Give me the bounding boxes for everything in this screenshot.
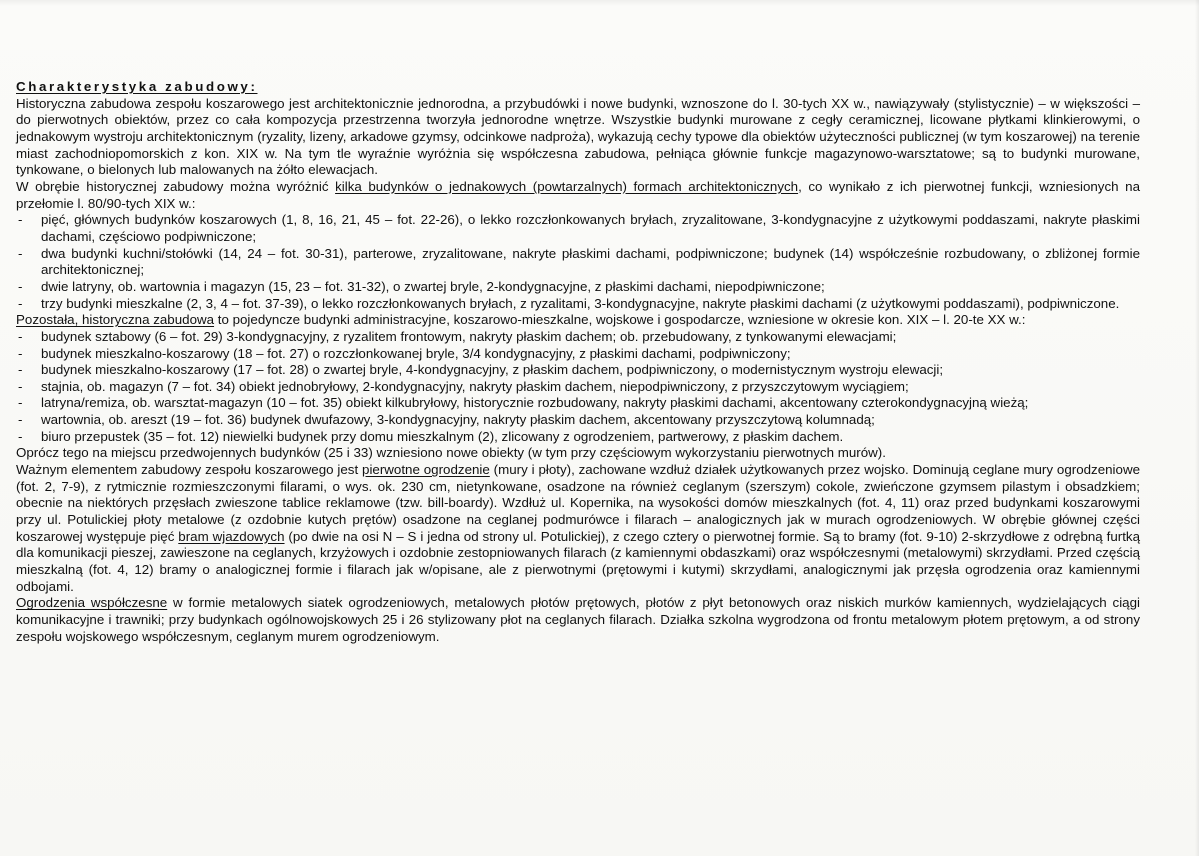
list-item <box>16 329 1140 346</box>
intro-paragraph: Historyczna zabudowa zespołu koszarowego jest architektonicznie jednorodna, a przybudówki i nowe budynki, wznoszone do l. 30-tych XX w., nawiązywały (stylistycznie) – w większości – do pierwotnych obiektów, przez co cała kompozycja przestrzenna tworzyła jednorodne wnętrze. Wszystkie budynki murowane z cegły ceramicznej, licowane płytkami klinkierowymi, o jednakowym wystroju architektonicznym (ryzality, lizeny, arkadowe gzymsy, odcinkowe nadproża), wykazują cechy typowe dla obiektów użyteczności publicznej (w tym koszarowej) na terenie miast zachodniopomorskich z kon. XIX w. Na tym tle wyraźnie wyróżnia się współczesna zabudowa, pełniąca głównie funkcje magazynowo-warsztatowe; są to budynki murowane, tynkowane, o bielonych lub malowanych na żółto elewacjach. <box>16 95 1140 178</box>
dash-bullet: - <box>18 295 23 311</box>
list-item-text: biuro przepustek (35 – fot. 12) niewielki budynek przy domu mieszkalnym (2), zlicowany z ogrodzeniem, partwerowy, z płaskim dachem. <box>41 428 844 444</box>
dash-bullet: - <box>18 212 23 228</box>
text-run: to pojedyncze budynki administracyjne, koszarowo-mieszkalne, wojskowe i gospodarcze, wzniesione w okresie kon. XIX – l. 20-te XX w.: <box>214 312 1026 328</box>
list-item <box>16 362 1140 379</box>
other-buildings-list <box>16 329 1140 446</box>
repeated-buildings-list <box>16 212 1140 312</box>
new-buildings-paragraph: Oprócz tego na miejscu przedwojennych budynków (25 i 33) wzniesiono nowe obiekty (w tym przy częściowym wykorzystaniu pierwotnych murów). <box>16 445 886 461</box>
list-item-text: budynek mieszkalno-koszarowy (17 – fot. 28) o zwartej bryle, 4-kondygnacyjny, z płaskim dachem, podpiwniczony, o modernistycznym wystroju elewacji; <box>41 362 944 378</box>
scan-shadow-right <box>1195 0 1199 856</box>
list-item-text: pięć, głównych budynków koszarowych (1, 8, 16, 21, 45 – fot. 22-26), o lekko rozczłonkowanych bryłach, zryzalitowane, 3-kondygnacyjne z użytkowymi poddaszami, nakryte płaskimi dachami, częściowo podpiwniczone; <box>41 212 1140 244</box>
fence-paragraph <box>16 462 1140 595</box>
list-item <box>16 246 1140 279</box>
underlined-phrase: pierwotne ogrodzenie <box>362 462 490 478</box>
dash-bullet: - <box>18 362 23 378</box>
list-item <box>16 279 1140 296</box>
list-item <box>16 346 1140 363</box>
text-run: Ważnym elementem zabudowy zespołu koszarowego jest <box>16 462 363 478</box>
list-item-text: budynek mieszkalno-koszarowy (18 – fot. 27) o rozczłonkowanej bryle, 3/4 kondygnacyjny, z płaskimi dachami, podpiwniczony; <box>41 345 791 361</box>
other-buildings-paragraph <box>16 312 1140 329</box>
repeated-forms-paragraph <box>16 179 1140 212</box>
dash-bullet: - <box>18 395 23 411</box>
dash-bullet: - <box>18 245 23 261</box>
list-item <box>16 412 1140 429</box>
list-item-text: wartownia, ob. areszt (19 – fot. 36) budynek dwufazowy, 3-kondygnacyjny, nakryty płaskim dachem, akcentowany przyszczytową kolumnadą; <box>41 412 875 428</box>
underlined-phrase: bram wjazdowych <box>178 528 285 544</box>
text-run: W obrębie historycznej zabudowy można wyróżnić <box>16 178 336 194</box>
list-item-text: latryna/remiza, ob. warsztat-magazyn (10 – fot. 35) obiekt kilkubryłowy, historycznie rozbudowany, nakryty płaskimi dachami, akcentowany czterokondygnacyjną wieżą; <box>41 395 1029 411</box>
underlined-phrase: kilka budynków o jednakowych (powtarzalnych) formach architektonicznych <box>335 178 799 194</box>
list-item <box>16 212 1140 245</box>
list-item <box>16 296 1140 313</box>
dash-bullet: - <box>18 412 23 428</box>
document-body <box>16 79 1140 645</box>
text-run: (mury i płoty), zachowane wzdłuż działek użytkowanych przez wojsko. Dominują ceglane mury ogrodzeniowe (fot. 2, 7-9), z rytmicznie rozmieszczonymi filarami, o wys. ok. 230 cm, nietynkowane, osadzone na również ceglanym (szerszym) cokole, zwieńczone gzymsem pilastym i obsadzkiem; obecnie na niektórych przęsłach zwieszone tablice reklamowe (tzw. bill-boardy). Wzdłuż ul. Kopernika, na wysokości domów mieszkalnych (fot. 4, 11) oraz przed budynkami koszarowymi przy ul. Potulickiej płoty metalowe (z ozdobnie kutych prętów) osadzone na ceglanej podmurówce i filarach – analogicznych jak w murach ogrodzeniowych. W obrębie głównej części koszarowej występuje pięć <box>16 462 1140 544</box>
list-item <box>16 379 1140 396</box>
underlined-phrase: Pozostała, historyczna zabudowa <box>16 312 215 328</box>
list-item-text: stajnia, ob. magazyn (7 – fot. 34) obiekt jednobryłowy, 2-kondygnacyjny, nakryty płaskim dachem, niepodpiwniczony, z przyszczytowym wyciągiem; <box>41 378 909 394</box>
list-item-text: budynek sztabowy (6 – fot. 29) 3-kondygnacyjny, z ryzalitem frontowym, nakryty płaskim dachem; ob. przebudowany, z tynkowanymi elewacjami; <box>41 328 897 344</box>
underlined-phrase: Ogrodzenia współczesne <box>16 595 168 611</box>
list-item-text: trzy budynki mieszkalne (2, 3, 4 – fot. 37-39), o lekko rozczłonkowanych bryłach, z ryzalitami, 3-kondygnacyjne, nakryte płaskimi dachami (z użytkowymi poddaszami), podpiwniczone. <box>41 295 1120 311</box>
list-item-text: dwie latryny, ob. wartownia i magazyn (15, 23 – fot. 31-32), o zwartej bryle, 2-kondygnacyjne, z płaskimi dachami, niepodpiwniczone; <box>41 278 825 294</box>
dash-bullet: - <box>18 328 23 344</box>
scan-shadow-top <box>0 0 1199 6</box>
list-item <box>16 429 1140 446</box>
text-run: w formie metalowych siatek ogrodzeniowych, metalowych płotów prętowych, płotów z płyt betonowych oraz niskich murków kamiennych, wydzielających ciągi komunikacyjne i trawniki; przy budynkach ogólnowojskowych 25 i 26 stylizowany płot na ceglanych filarach. Działka szkolna wygrodzona od frontu metalowym płotem prętowym, a od strony zespołu wojskowego współczesnym, ceglanym murem ogrodzeniowym. <box>16 595 1140 644</box>
dash-bullet: - <box>18 428 23 444</box>
text-run: (po dwie na osi N – S i jedna od strony ul. Potulickiej), z czego cztery o pierwotnej formie. Są to bramy (fot. 9-10) 2-skrzydłowe z odrębną furtką dla komunikacji pieszej, zawieszone na ceglanych, krzyżowych i ozdobnie zestopniowanych filarach (z kamiennymi obdaszkami) oraz współczesnymi (metalowymi) skrzydłami. Przed częścią mieszkalną (fot. 4, 12) bramy o analogicznej formie i filarach jak w/opisane, ale z pierwotnymi (prętowymi i kutymi) skrzydłami, analogicznymi jak przęsła ogrodzenia oraz kamiennymi odbojami. <box>16 528 1140 594</box>
dash-bullet: - <box>18 278 23 294</box>
section-title: Charakterystyka zabudowy: <box>16 79 258 94</box>
text-run: , co wynikało z ich pierwotnej funkcji, wzniesionych na przełomie l. 80/90-tych XIX w.: <box>16 178 1140 211</box>
dash-bullet: - <box>18 345 23 361</box>
dash-bullet: - <box>18 378 23 394</box>
modern-fences-paragraph <box>16 595 1140 645</box>
list-item <box>16 395 1140 412</box>
list-item-text: dwa budynki kuchni/stołówki (14, 24 – fot. 30-31), parterowe, zryzalitowane, nakryte płaskimi dachami, podpiwniczone; budynek (14) współcześnie rozbudowany, o zbliżonej formie architektonicznej; <box>41 245 1140 278</box>
